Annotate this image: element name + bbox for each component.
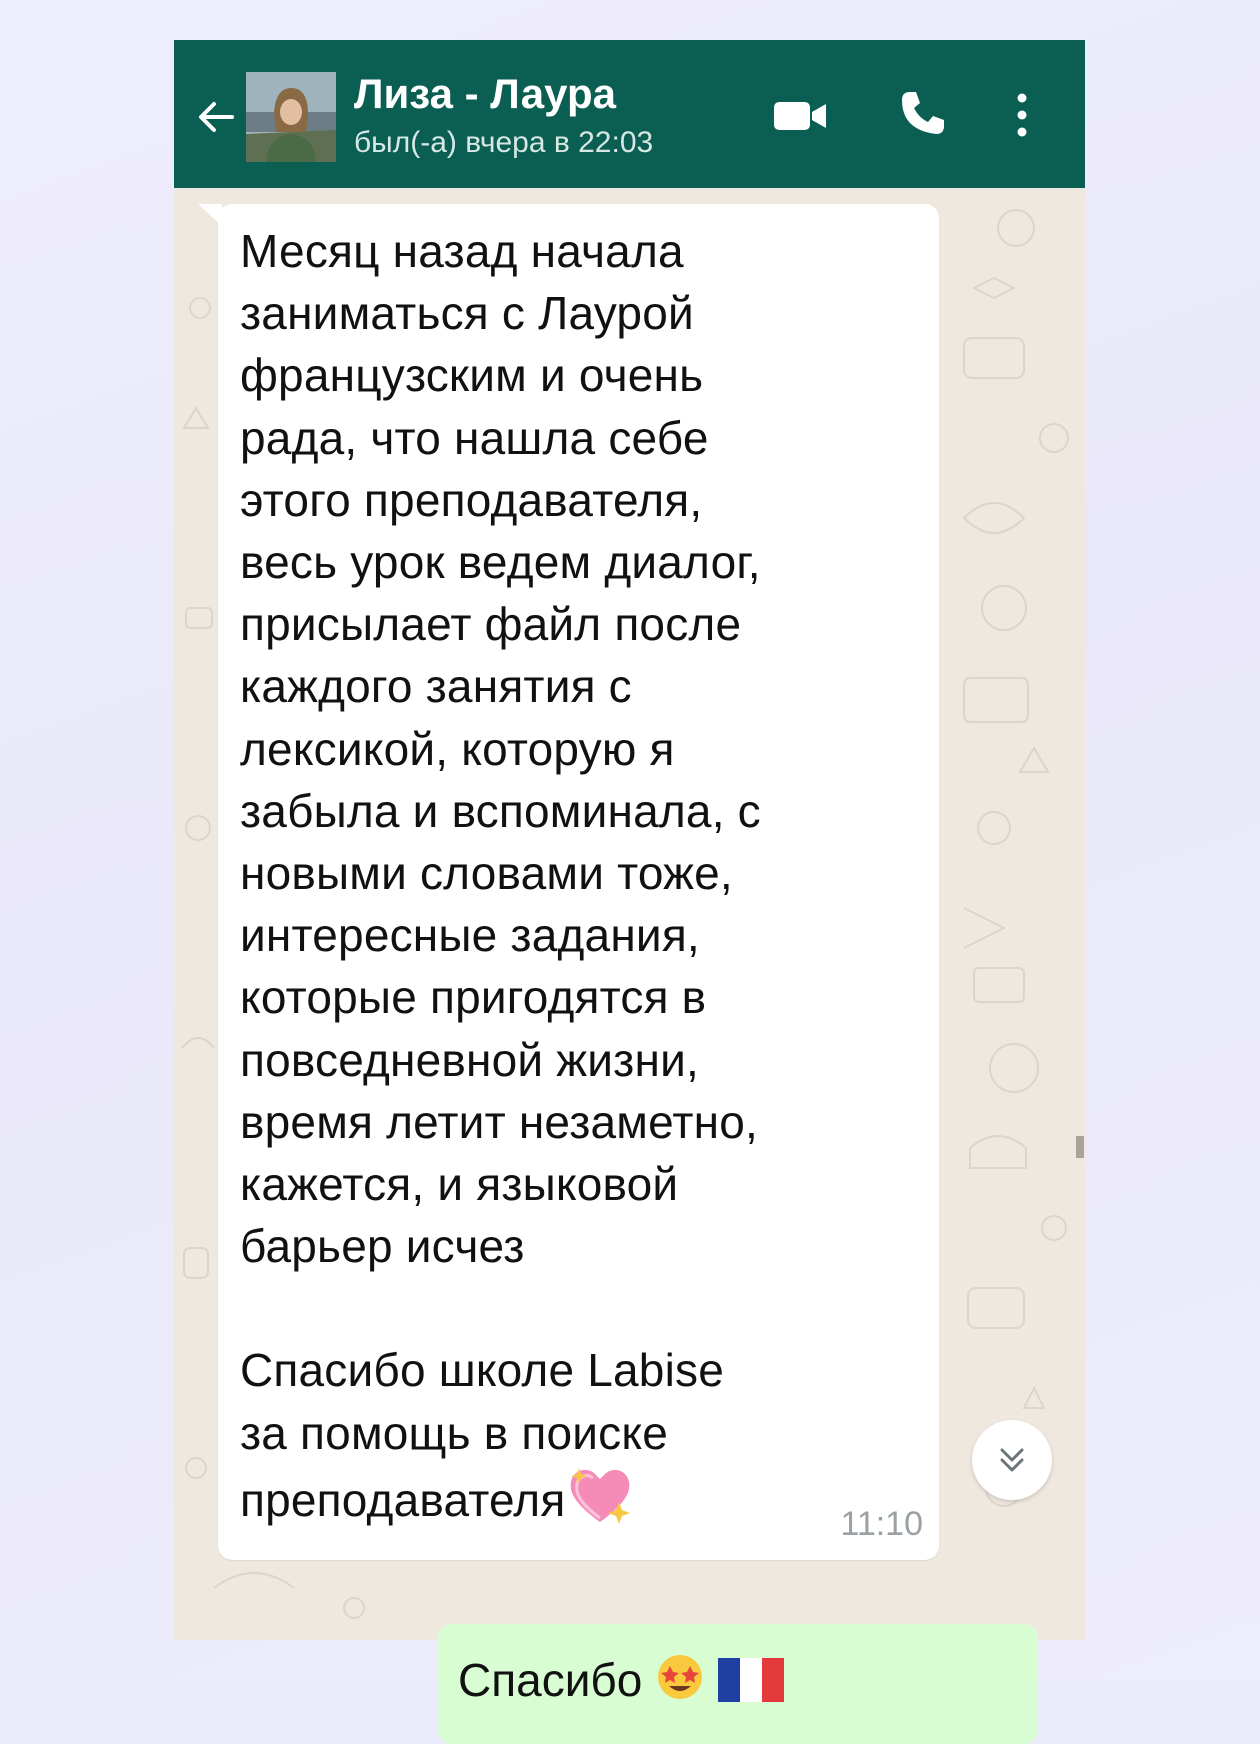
more-options-icon[interactable]: [1012, 90, 1032, 140]
outgoing-message-text: [458, 1652, 784, 1707]
bubble-tail: [198, 204, 222, 226]
outgoing-message-bubble[interactable]: [438, 1624, 1038, 1744]
back-arrow-icon[interactable]: [192, 92, 242, 142]
message-text: [240, 220, 880, 1531]
last-seen-status: был(-а) вчера в 22:03: [354, 126, 654, 159]
scrollbar[interactable]: [1076, 1136, 1084, 1158]
chat-screen: [174, 40, 1085, 1706]
message-paragraph: Месяц назад начала заниматься с Лаурой французским и очень рада, что нашла себе этого преподавателя, весь урок ведем диалог, присылает файл после каждого занятия с лексикой, которую я забыла и вспоминала, с новыми словами тоже, интересные задания, которые пригодятся в повседневной жизни, время летит незаметно, кажется, и языковой барьер исчез: [240, 225, 761, 1273]
outgoing-text: Спасибо: [458, 1654, 643, 1706]
avatar[interactable]: [246, 72, 336, 162]
message-thanks-text: Спасибо школе Labise за помощь в поиске преподавателя: [240, 1344, 724, 1526]
sparkling-heart-icon: [565, 1464, 635, 1526]
chat-header: [174, 40, 1085, 188]
message-paragraph: [240, 1339, 880, 1531]
video-call-icon[interactable]: [772, 96, 828, 136]
incoming-message-bubble[interactable]: [218, 204, 939, 1560]
star-struck-icon: [655, 1652, 705, 1702]
scroll-to-bottom-button[interactable]: [972, 1420, 1052, 1500]
double-chevron-down-icon: [994, 1442, 1030, 1478]
contact-name[interactable]: Лиза - Лаура: [354, 70, 616, 117]
phone-call-icon[interactable]: [896, 88, 948, 140]
message-timestamp: 11:10: [840, 1505, 923, 1543]
france-flag-icon: [718, 1658, 784, 1702]
message-list[interactable]: [174, 188, 1085, 1706]
